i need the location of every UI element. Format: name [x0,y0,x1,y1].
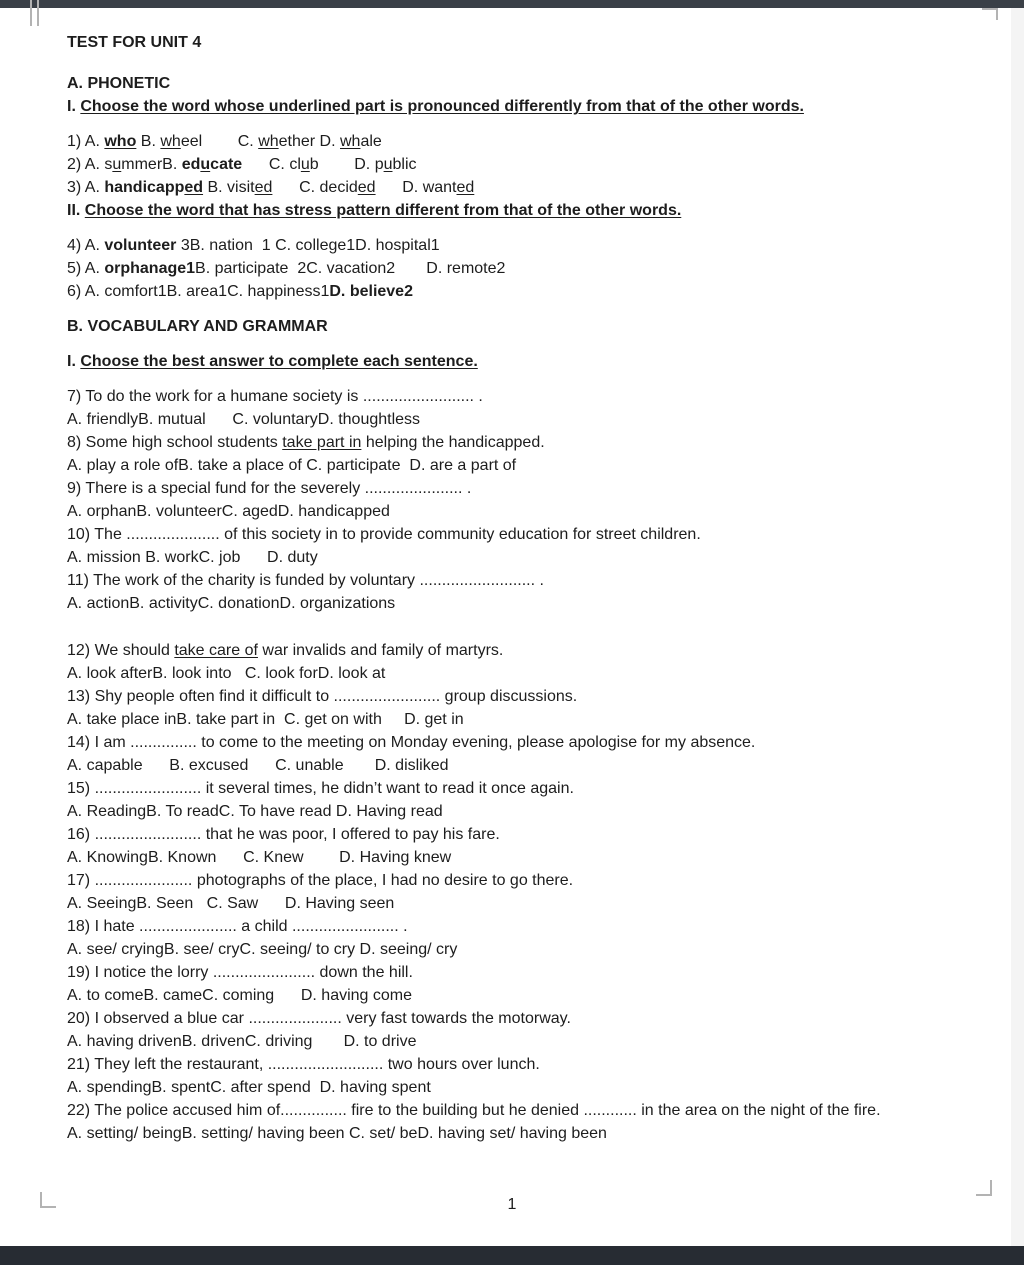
spacer [67,615,929,639]
doc-line [67,315,929,338]
doc-line [67,523,929,546]
doc-text-segment: 1) A. [67,133,105,150]
doc-text-segment: wh [258,133,279,150]
doc-text-segment: A. look afterB. look into C. look forD. look at [67,665,386,682]
doc-line [67,731,929,754]
doc-text-segment: D. believe2 [329,283,413,300]
doc-line [67,280,929,303]
doc-text-segment: 9) There is a special fund for the severely ...................... . [67,480,472,497]
doc-text-segment: B. visit [203,179,255,196]
spacer [67,303,929,315]
doc-text-segment: ale [360,133,382,150]
doc-line [67,592,929,615]
doc-text-segment: take part in [282,434,362,451]
doc-line [67,754,929,777]
doc-line [67,685,929,708]
doc-text-segment: C. decid [272,179,358,196]
doc-line [67,846,929,869]
doc-text-segment: volunteer [104,237,177,254]
doc-text-segment: A. friendlyB. mutual C. voluntaryD. thoughtless [67,411,421,428]
doc-text-segment: 15) ........................ it several times, he didn’t want to read it once again. [67,780,574,797]
doc-text-segment: 6) A. comfort1B. area1C. happiness1 [67,283,330,300]
doc-text-segment: 21) They left the restaurant, .......................... two hours over lunch. [67,1056,540,1073]
doc-line [67,869,929,892]
doc-text-segment: A. having drivenB. drivenC. driving D. to drive [67,1033,417,1050]
doc-line [67,892,929,915]
doc-text-segment: A. setting/ beingB. setting/ having been C. set/ beD. having set/ having been [67,1125,607,1142]
doc-line [67,95,929,118]
doc-text-segment: A. PHONETIC [67,75,171,92]
doc-line [67,1099,929,1122]
doc-text-segment: helping the handicapped. [361,434,545,451]
doc-text-segment: 16) ........................ that he was poor, I offered to pay his fare. [67,826,500,843]
doc-line [67,385,929,408]
doc-text-segment: ether D. [278,133,340,150]
doc-text-segment: A. see/ cryingB. see/ cryC. seeing/ to cry D. seeing/ cry [67,941,458,958]
doc-text-segment: 14) I am ............... to come to the meeting on Monday evening, please apologise for my absence. [67,734,756,751]
top-scan-bar [0,0,1024,8]
doc-text-segment: u [200,156,211,173]
doc-text-segment: Choose the word whose underlined part is pronounced differently from that of the other words. [80,98,804,115]
spacer [67,118,929,130]
doc-text-segment: cate [210,156,243,173]
doc-line [67,662,929,685]
doc-text-segment: u [300,156,310,173]
doc-text-segment: 20) I observed a blue car ..................... very fast towards the motorway. [67,1010,571,1027]
doc-text-segment: A. capable B. excused C. unable D. disliked [67,757,449,774]
doc-text-segment: wh [160,133,181,150]
doc-text-segment: 22) The police accused him of............... fire to the building but he denied ............ in the area on the night of the fire. [67,1102,881,1119]
doc-line [67,915,929,938]
doc-line [67,500,929,523]
spacer [67,222,929,234]
doc-text-segment: wh [340,133,361,150]
doc-line [67,777,929,800]
doc-line [67,153,929,176]
doc-line [67,31,929,54]
doc-text-segment: 19) I notice the lorry ....................... down the hill. [67,964,413,981]
doc-text-segment: mmer [121,156,163,173]
doc-text-segment: ed [181,156,201,173]
doc-line [67,823,929,846]
doc-line [67,708,929,731]
doc-text-segment: B. VOCABULARY AND GRAMMAR [67,318,328,335]
doc-text-segment: A. to comeB. cameC. coming D. having come [67,987,413,1004]
doc-line [67,408,929,431]
doc-line [67,938,929,961]
doc-text-segment: u [112,156,122,173]
doc-text-segment: B. participate 2C. vacation2 D. remote2 [195,260,506,277]
doc-line [67,72,929,95]
doc-text-segment: handicapp [104,179,185,196]
doc-line [67,961,929,984]
doc-line [67,1030,929,1053]
doc-text-segment: 8) Some high school students [67,434,283,451]
doc-text-segment: blic [392,156,417,173]
doc-line [67,477,929,500]
doc-text-segment: ed [184,179,204,196]
doc-text-segment: B. [162,156,182,173]
doc-text-segment: II. [67,202,85,219]
doc-text-segment: A. actionB. activityC. donationD. organizations [67,595,396,612]
doc-text-segment: 3B. nation 1 C. college1D. hospital1 [176,237,440,254]
doc-text-segment: 3) A. [67,179,105,196]
doc-text-segment: 7) To do the work for a humane society is ......................... . [67,388,483,405]
document-lines [67,31,929,1145]
doc-line [67,176,929,199]
doc-text-segment: take care of [174,642,258,659]
doc-text-segment: I. [67,98,81,115]
doc-text-segment: 18) I hate ...................... a child ........................ . [67,918,408,935]
page-edge-shadow [1011,8,1024,1246]
doc-text-segment: A. ReadingB. To readC. To have read D. Having read [67,803,443,820]
doc-line [67,257,929,280]
spacer [67,338,929,350]
doc-line [67,984,929,1007]
spacer [67,373,929,385]
doc-line [67,800,929,823]
doc-text-segment: 12) We should [67,642,175,659]
doc-line [67,569,929,592]
doc-text-segment: D. want [375,179,457,196]
doc-text-segment: ed [254,179,273,196]
corner-mark-top-right [982,8,998,20]
doc-text-segment: 13) Shy people often find it difficult to ........................ group discussions. [67,688,578,705]
doc-text-segment: 11) The work of the charity is funded by voluntary .......................... . [67,572,544,589]
doc-text-segment: A. mission B. workC. job D. duty [67,549,318,566]
doc-line [67,431,929,454]
doc-text-segment: eel C. [180,133,259,150]
corner-mark-top-left [30,0,39,26]
doc-text-segment: 4) A. [67,237,105,254]
bottom-scan-bar [0,1246,1024,1265]
corner-mark-bottom-right [976,1180,992,1196]
doc-text-segment: A. KnowingB. Known C. Knew D. Having knew [67,849,452,866]
doc-line [67,350,929,373]
doc-text-segment: A. SeeingB. Seen C. Saw D. Having seen [67,895,395,912]
doc-text-segment: 17) ...................... photographs of the place, I had no desire to go there. [67,872,574,889]
doc-text-segment: u [383,156,393,173]
doc-text-segment: b D. p [309,156,384,173]
doc-line [67,234,929,257]
doc-text-segment: war invalids and family of martyrs. [257,642,504,659]
doc-text-segment: I. [67,353,81,370]
doc-line [67,1007,929,1030]
doc-text-segment: Choose the word that has stress pattern different from that of the other words. [84,202,682,219]
doc-text-segment: A. play a role ofB. take a place of C. participate D. are a part of [67,457,517,474]
doc-text-segment: 10) The ..................... of this society in to provide community education for street children. [67,526,701,543]
doc-text-segment: Choose the best answer to complete each sentence. [80,353,478,370]
doc-text-segment: 5) A. [67,260,105,277]
doc-line [67,199,929,222]
doc-text-segment: ed [357,179,376,196]
doc-line [67,639,929,662]
doc-text-segment: A. spendingB. spentC. after spend D. having spent [67,1079,431,1096]
doc-text-segment: B. [136,133,161,150]
doc-line [67,454,929,477]
doc-line [67,1122,929,1145]
doc-text-segment: A. orphanB. volunteerC. agedD. handicapped [67,503,390,520]
doc-text-segment: TEST FOR UNIT 4 [67,34,202,51]
doc-line [67,1053,929,1076]
doc-text-segment: orphanage1 [104,260,196,277]
doc-text-segment: who [104,133,137,150]
page-number: 1 [507,1196,517,1213]
doc-line [67,1076,929,1099]
doc-text-segment: ed [456,179,475,196]
doc-text-segment: C. cl [242,156,301,173]
doc-text-segment: 2) A. s [67,156,113,173]
doc-line [67,130,929,153]
doc-text-segment: A. take place inB. take part in C. get on with D. get in [67,711,464,728]
spacer [67,54,929,72]
doc-line [67,546,929,569]
